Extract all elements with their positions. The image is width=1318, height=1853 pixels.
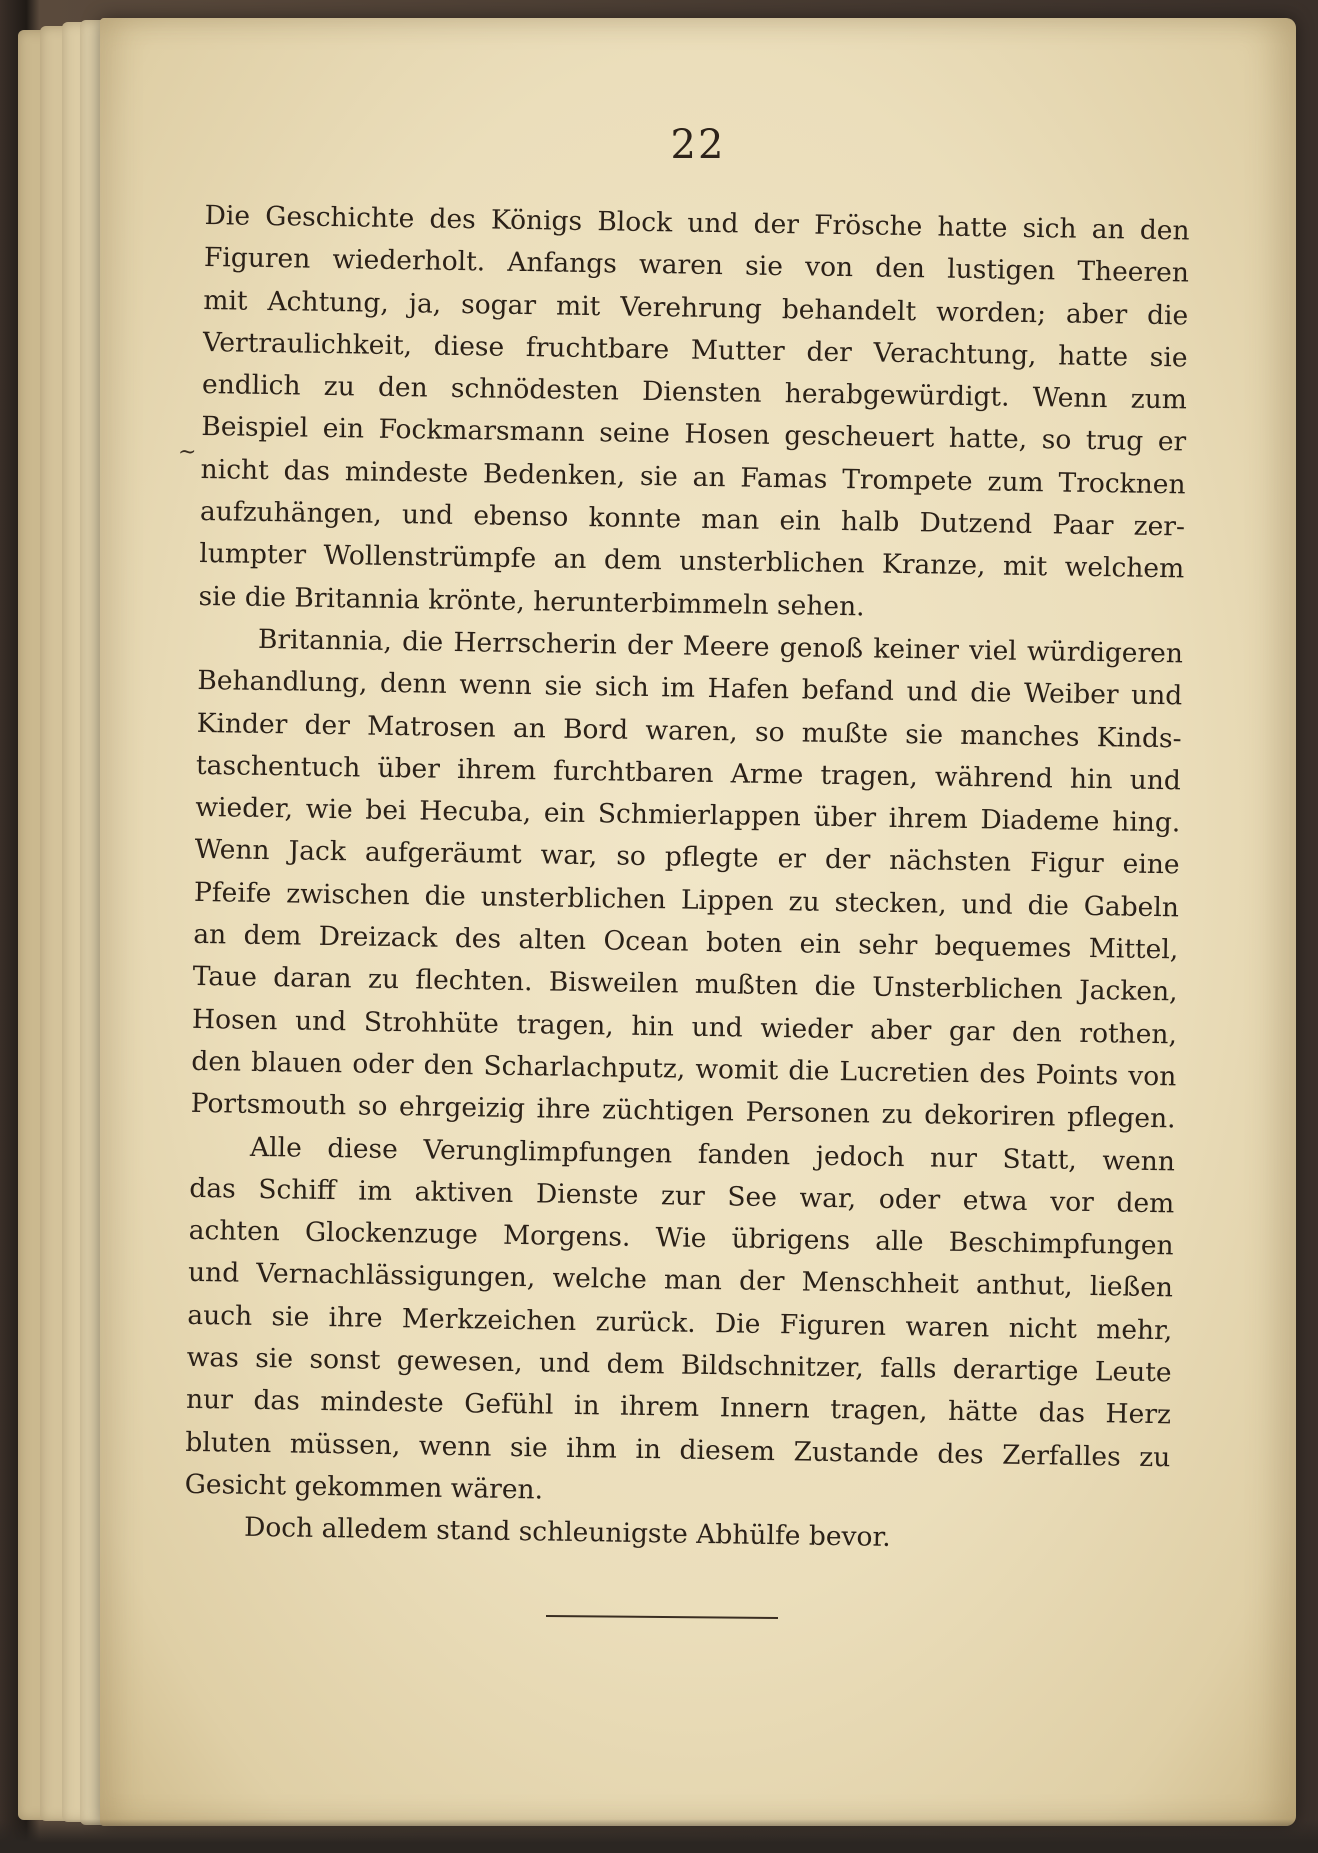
text-line: aufzuhängen, und ebenso konnte man ein halb Dutzend Paar zer- xyxy=(199,496,1186,543)
text-line: taschentuch über ihrem furchtbaren Arme tragen, während hin und xyxy=(195,749,1182,797)
text-line: nicht das mindeste Bedenken, sie an Famas Trompete zum Trocknen xyxy=(200,453,1186,501)
text-line: Kinder der Matrosen an Bord waren, so mußte sie manches Kinds- xyxy=(196,707,1182,754)
text-line: Beispiel ein Fockmarsmann seine Hosen gescheuert hatte, so trug er xyxy=(201,411,1187,458)
page-number: 22 xyxy=(670,122,726,168)
text-line: Behandlung, denn wenn sie sich im Hafen befand und die Weiber und xyxy=(197,665,1183,712)
text-line: Pfeife zwischen die unsterblichen Lippen zu stecken, und die Gabeln xyxy=(193,876,1180,924)
text-line: Vertraulichkeit, diese fruchtbare Mutter der Verachtung, hatte sie xyxy=(202,326,1188,374)
text-line: Die Geschichte des Königs Block und der Frösche hatte sich an den xyxy=(204,199,1190,247)
text-line: wieder, wie bei Hecuba, ein Schmierlappen über ihrem Diademe hing. xyxy=(195,792,1181,839)
text-line: achten Glockenzuge Morgens. Wie übrigens alle Beschimpfungen xyxy=(188,1214,1174,1262)
paragraph-start-line: Alle diese Verunglimpfungen fanden jedoch nur Statt, wenn xyxy=(249,1131,1176,1177)
text-line: was sie sonst gewesen, und dem Bildschnitzer, falls derartige Leute xyxy=(186,1341,1172,1389)
text-line: das Schiff im aktiven Dienste zur See war, oder etwa vor dem xyxy=(189,1172,1175,1220)
text-line: sie die Britannia krönte, herunterbimmeln sehen. xyxy=(198,580,865,623)
text-line: auch sie ihre Merkzeichen zurück. Die Figuren waren nicht mehr, xyxy=(187,1299,1173,1347)
paragraph-start-line: Britannia, die Herrscherin der Meere genoß keiner viel würdigeren xyxy=(257,623,1184,670)
margin-mark: ~ xyxy=(178,440,197,465)
text-line: Figuren wiederholt. Anfangs waren sie von den lustigen Theeren xyxy=(203,242,1190,289)
text-line: Hosen und Strohhüte tragen, hin und wieder aber gar den rothen, xyxy=(191,1003,1178,1051)
body-text xyxy=(184,195,1190,1564)
text-line: nur das mindeste Gefühl in ihrem Innern tragen, hätte das Herz xyxy=(185,1384,1172,1431)
text-line: mit Achtung, ja, sogar mit Verehrung behandelt worden; aber die xyxy=(203,284,1189,332)
text-line: Taue daran zu flechten. Bisweilen mußten die Unsterblichen Jacken, xyxy=(192,961,1178,1008)
paragraph-start-line: Doch alledem stand schleunigste Abhülfe bevor. xyxy=(243,1511,891,1554)
text-line: Wenn Jack aufgeräumt war, so pflegte er der nächsten Figur eine xyxy=(194,834,1180,881)
text-line: und Vernachlässigungen, welche man der Menschheit anthut, ließen xyxy=(187,1257,1174,1304)
binding-shadow xyxy=(0,1819,1318,1853)
text-line: endlich zu den schnödesten Diensten herabgewürdigt. Wenn zum xyxy=(201,369,1188,416)
text-line: Gesicht gekommen wären. xyxy=(184,1468,544,1506)
text-line: bluten müssen, wenn sie ihm in diesem Zustande des Zerfalles zu xyxy=(185,1426,1171,1473)
text-line: den blauen oder den Scharlachputz, womit die Lucretien des Points von xyxy=(191,1045,1177,1093)
text-line: lumpter Wollenstrümpfe an dem unsterblichen Kranze, mit welchem xyxy=(199,538,1185,585)
text-line: an dem Dreizack des alten Ocean boten ein sehr bequemes Mittel, xyxy=(193,918,1179,966)
text-line: Portsmouth so ehrgeizig ihre züchtigen Personen zu dekoriren pflegen. xyxy=(190,1088,1176,1135)
